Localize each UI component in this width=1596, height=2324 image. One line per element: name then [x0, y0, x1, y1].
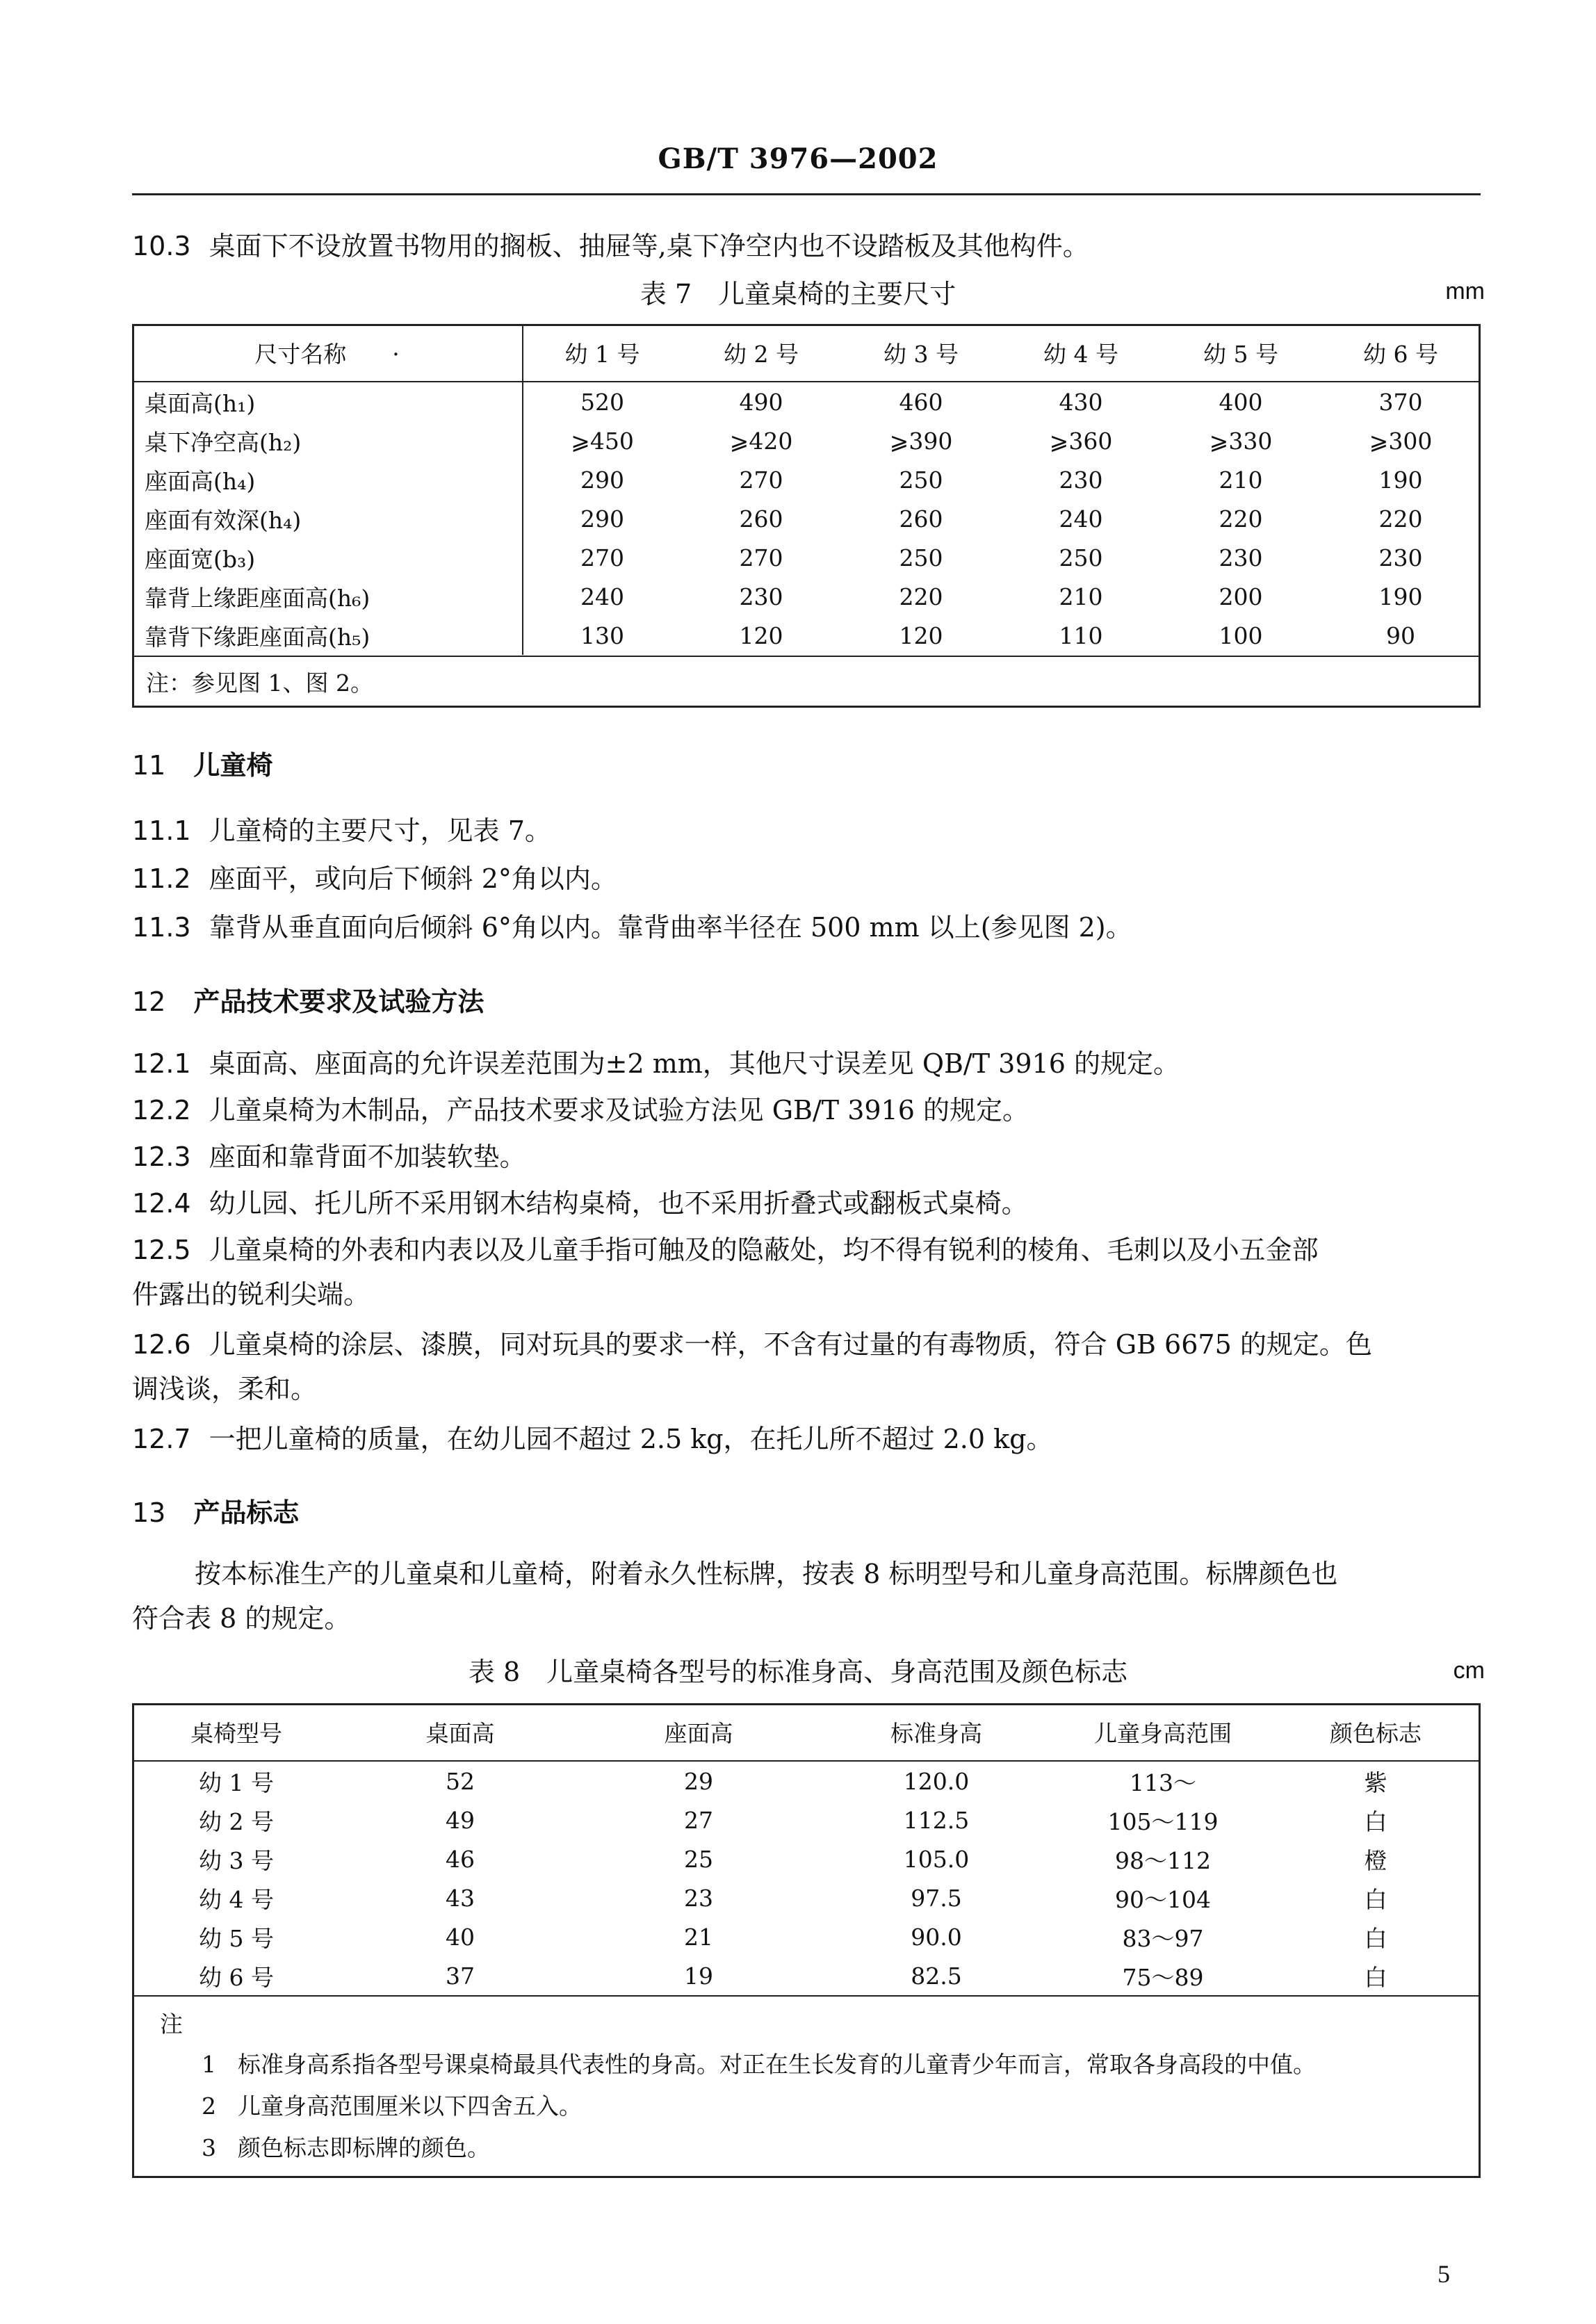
table8-unit: cm — [1453, 1657, 1485, 1684]
note-text: 标准身高系指各型号课桌椅最具代表性的身高。对正在生长发育的儿童青少年而言，常取各身高段的中值。 — [238, 2051, 1316, 2078]
table-cell: 105～119 — [1107, 1807, 1219, 1835]
clause-text: 儿童椅的主要尺寸，见表 7。 — [209, 815, 551, 846]
clause-number: 12.2 — [132, 1095, 191, 1126]
clause-text: 座面平，或向后下倾斜 2°角以内。 — [209, 863, 617, 894]
clause-text: 儿童桌椅为木制品，产品技术要求及试验方法见 GB/T 3916 的规定。 — [209, 1095, 1029, 1126]
table-cell: 白 — [1364, 1885, 1387, 1913]
clause-text-continued: 件露出的锐利尖端。 — [132, 1279, 370, 1310]
column-header: 桌椅型号 — [132, 1703, 341, 1761]
table-cell: 75～89 — [1122, 1963, 1204, 1991]
paragraph-text-continued: 符合表 8 的规定。 — [132, 1603, 351, 1634]
table-cell: ⩾300 — [1369, 427, 1433, 455]
table-cell: 幼 2 号 — [199, 1807, 274, 1835]
table-cell: 270 — [580, 544, 624, 571]
page-number: 5 — [1438, 2260, 1450, 2288]
table-cell: 白 — [1364, 1924, 1387, 1952]
table-cell: ⩾360 — [1049, 427, 1113, 455]
table-row — [132, 1956, 1481, 1995]
table-cell: 幼 1 号 — [199, 1769, 274, 1796]
table-cell: 90～104 — [1115, 1885, 1211, 1913]
clause-12-4 — [132, 1181, 1481, 1226]
table-cell: 90.0 — [911, 1923, 962, 1951]
table8 — [132, 1703, 1481, 1995]
column-header: 标准身高 — [817, 1703, 1055, 1761]
table-row — [132, 1761, 1481, 1801]
table-cell: 52 — [446, 1767, 475, 1795]
column-header: 桌面高 — [341, 1703, 580, 1761]
table-row — [132, 577, 1481, 616]
table7-unit: mm — [1445, 278, 1485, 304]
table-cell: 座面有效深(h₄) — [132, 499, 523, 538]
section-11-heading — [132, 744, 272, 782]
note-text: 儿童身高范围厘米以下四舍五入。 — [238, 2093, 582, 2120]
table-row — [132, 1839, 1481, 1878]
table-cell: 113～ — [1130, 1769, 1196, 1796]
clause-number: 12.1 — [132, 1048, 191, 1079]
table-cell: 90 — [1386, 621, 1415, 649]
table-cell: 27 — [684, 1806, 713, 1834]
clause-text-continued: 调浅谈，柔和。 — [132, 1374, 318, 1404]
table-cell: 97.5 — [911, 1884, 962, 1912]
table-cell: 490 — [739, 388, 783, 416]
table-cell: 270 — [739, 466, 783, 494]
table-row — [132, 1917, 1481, 1956]
section-number: 12 — [132, 986, 166, 1017]
section-title: 产品标志 — [193, 1497, 300, 1528]
clause-text: 儿童桌椅的涂层、漆膜，同对玩具的要求一样，不含有过量的有毒物质，符合 GB 6675 的规定。色 — [209, 1329, 1372, 1360]
table-row — [132, 382, 1481, 421]
section-number: 13 — [132, 1497, 166, 1528]
table8-note-item — [202, 2044, 1316, 2086]
paragraph-text: 按本标准生产的儿童桌和儿童椅，附着永久性标牌，按表 8 标明型号和儿童身高范围。标牌颜色也 — [195, 1559, 1338, 1589]
column-header: 幼 1 号 — [523, 324, 681, 382]
table7-caption: 表 7 儿童桌椅的主要尺寸 — [640, 279, 956, 309]
table-cell: 座面宽(b₃) — [132, 538, 523, 577]
table-cell: ⩾450 — [571, 427, 634, 455]
column-header: 幼 6 号 — [1321, 324, 1481, 382]
clause-text: 幼儿园、托儿所不采用钢木结构桌椅，也不采用折叠式或翻板式桌椅。 — [209, 1188, 1028, 1219]
column-header: 幼 3 号 — [841, 324, 1001, 382]
table-cell: 98～112 — [1115, 1846, 1211, 1874]
table-cell: 110 — [1059, 621, 1103, 649]
table-cell: 112.5 — [903, 1806, 970, 1834]
table-cell: 210 — [1059, 583, 1103, 610]
table-cell: 260 — [899, 505, 943, 533]
header-rule — [132, 193, 1481, 195]
table-row — [132, 1878, 1481, 1917]
table-cell: 紫 — [1364, 1769, 1387, 1796]
clause-11-1 — [132, 808, 1481, 853]
table-row — [132, 616, 1481, 655]
table-cell: 白 — [1364, 1963, 1387, 1991]
table-cell: 460 — [899, 388, 943, 416]
column-header: 幼 5 号 — [1161, 324, 1321, 382]
note-number: 3 — [202, 2134, 216, 2161]
table-cell: 21 — [684, 1923, 713, 1951]
table-cell: 240 — [1059, 505, 1103, 533]
table7 — [132, 324, 1481, 655]
table-cell: 桌下净空高(h₂) — [132, 421, 523, 460]
table-cell: 200 — [1219, 583, 1263, 610]
section-title: 儿童椅 — [193, 749, 273, 781]
table-cell: 幼 6 号 — [199, 1963, 274, 1991]
clause-number: 12.6 — [132, 1329, 191, 1360]
table-row — [132, 460, 1481, 499]
table-row — [132, 499, 1481, 538]
table-cell: 白 — [1364, 1807, 1387, 1835]
table-row — [132, 421, 1481, 460]
table-cell: 230 — [739, 583, 783, 610]
clause-number: 11.1 — [132, 815, 191, 846]
table-cell: 270 — [739, 544, 783, 571]
table-row — [132, 1801, 1481, 1839]
table8-notes-title: 注 — [160, 2010, 183, 2038]
table-cell: 230 — [1378, 544, 1423, 571]
table-cell: 370 — [1378, 388, 1423, 416]
table-cell: 210 — [1219, 466, 1263, 494]
table-cell: 幼 5 号 — [199, 1924, 274, 1952]
table8-notes-rule — [132, 1995, 1481, 1997]
clause-number: 12.7 — [132, 1424, 191, 1454]
note-number: 2 — [202, 2093, 216, 2120]
table-cell: 430 — [1059, 388, 1103, 416]
table-cell: 120 — [739, 621, 783, 649]
column-header: 颜色标志 — [1271, 1703, 1481, 1761]
clause-text: 靠背从垂直面向后倾斜 6°角以内。靠背曲率半径在 500 mm 以上(参见图 2)。 — [209, 912, 1132, 943]
table-cell: 靠背下缘距座面高(h₅) — [132, 616, 523, 655]
table-cell: 290 — [580, 466, 624, 494]
clause-text: 座面和靠背面不加装软垫。 — [209, 1141, 526, 1172]
table-cell: 83～97 — [1122, 1924, 1204, 1952]
clause-text: 桌面高、座面高的允许误差范围为±2 mm，其他尺寸误差见 QB/T 3916 的规定。 — [209, 1048, 1180, 1079]
clause-text: 桌面下不设放置书物用的搁板、抽屉等,桌下净空内也不设踏板及其他构件。 — [209, 231, 1089, 261]
clause-11-2 — [132, 856, 1481, 901]
table8-header-row — [132, 1703, 1481, 1761]
table8-note-item — [202, 2086, 582, 2127]
table-cell: 230 — [1059, 466, 1103, 494]
table-cell: ⩾420 — [729, 427, 793, 455]
table-cell: 37 — [446, 1962, 475, 1990]
table7-note-rule — [132, 656, 1481, 657]
table-cell: 190 — [1378, 583, 1423, 610]
table7-note: 注：参见图 1、图 2。 — [146, 669, 373, 697]
clause-text: 一把儿童椅的质量，在幼儿园不超过 2.5 kg，在托儿所不超过 2.0 kg。 — [209, 1424, 1053, 1454]
clause-number: 11.3 — [132, 912, 191, 943]
clause-number: 12.3 — [132, 1141, 191, 1172]
table-cell: 240 — [580, 583, 624, 610]
clause-12-5 — [132, 1228, 1481, 1317]
table-cell: 靠背上缘距座面高(h₆) — [132, 577, 523, 616]
table-cell: 220 — [1378, 505, 1423, 533]
table-cell: 29 — [684, 1767, 713, 1795]
table-cell: 40 — [446, 1923, 475, 1951]
table-cell: 230 — [1219, 544, 1263, 571]
clause-number: 12.5 — [132, 1235, 191, 1265]
clause-number: 12.4 — [132, 1188, 191, 1219]
table8-note-item — [202, 2127, 490, 2169]
column-header: 尺寸名称 · — [132, 324, 523, 382]
note-number: 1 — [202, 2051, 216, 2078]
table-cell: 220 — [1219, 505, 1263, 533]
table-cell: 100 — [1219, 621, 1263, 649]
column-header: 幼 4 号 — [1001, 324, 1161, 382]
table-cell: 19 — [684, 1962, 713, 1990]
table-cell: 橙 — [1364, 1846, 1387, 1874]
table-cell: 250 — [899, 466, 943, 494]
section-number: 11 — [132, 750, 166, 781]
table7-header-row — [132, 324, 1481, 382]
table-cell: 130 — [580, 621, 624, 649]
table-cell: 49 — [446, 1806, 475, 1834]
note-text: 颜色标志即标牌的颜色。 — [238, 2134, 490, 2161]
section-title: 产品技术要求及试验方法 — [193, 986, 484, 1017]
table-cell: 幼 3 号 — [199, 1846, 274, 1874]
table-cell: 260 — [739, 505, 783, 533]
table-cell: 400 — [1219, 388, 1263, 416]
table-cell: 250 — [1059, 544, 1103, 571]
table-cell: 43 — [446, 1884, 475, 1912]
section-13-paragraph — [132, 1552, 1481, 1641]
clause-12-2 — [132, 1088, 1481, 1132]
table-cell: 520 — [580, 388, 624, 416]
table-cell: 190 — [1378, 466, 1423, 494]
table-cell: 46 — [446, 1845, 475, 1873]
table-cell: 220 — [899, 583, 943, 610]
table-cell: 290 — [580, 505, 624, 533]
table-cell: ⩾330 — [1209, 427, 1273, 455]
table-cell: 120 — [899, 621, 943, 649]
table-cell: 105.0 — [903, 1845, 970, 1873]
section-13-heading — [132, 1491, 299, 1529]
table-cell: 幼 4 号 — [199, 1885, 274, 1913]
clause-12-7 — [132, 1417, 1481, 1461]
clause-12-6 — [132, 1322, 1481, 1411]
table8-caption: 表 8 儿童桌椅各型号的标准身高、身高范围及颜色标志 — [468, 1657, 1128, 1687]
table-cell: 座面高(h₄) — [132, 460, 523, 499]
clause-10-3 — [132, 224, 1481, 268]
clause-12-1 — [132, 1041, 1481, 1086]
table-cell: 250 — [899, 544, 943, 571]
clause-number: 10.3 — [132, 231, 191, 261]
clause-12-3 — [132, 1135, 1481, 1179]
clause-number: 11.2 — [132, 863, 191, 894]
column-header: 儿童身高范围 — [1055, 1703, 1271, 1761]
table-cell: 25 — [684, 1845, 713, 1873]
clause-11-3 — [132, 905, 1481, 950]
column-header: 座面高 — [580, 1703, 817, 1761]
clause-text: 儿童桌椅的外表和内表以及儿童手指可触及的隐蔽处，均不得有锐利的棱角、毛刺以及小五金部 — [209, 1235, 1319, 1265]
table-cell: 桌面高(h₁) — [132, 382, 523, 421]
table-cell: ⩾390 — [889, 427, 953, 455]
document-header: GB/T 3976—2002 — [658, 143, 938, 175]
table-cell: 82.5 — [911, 1962, 962, 1990]
table-cell: 120.0 — [903, 1767, 970, 1795]
table-row — [132, 538, 1481, 577]
column-header: 幼 2 号 — [681, 324, 841, 382]
table-cell: 23 — [684, 1884, 713, 1912]
section-12-heading — [132, 980, 484, 1018]
